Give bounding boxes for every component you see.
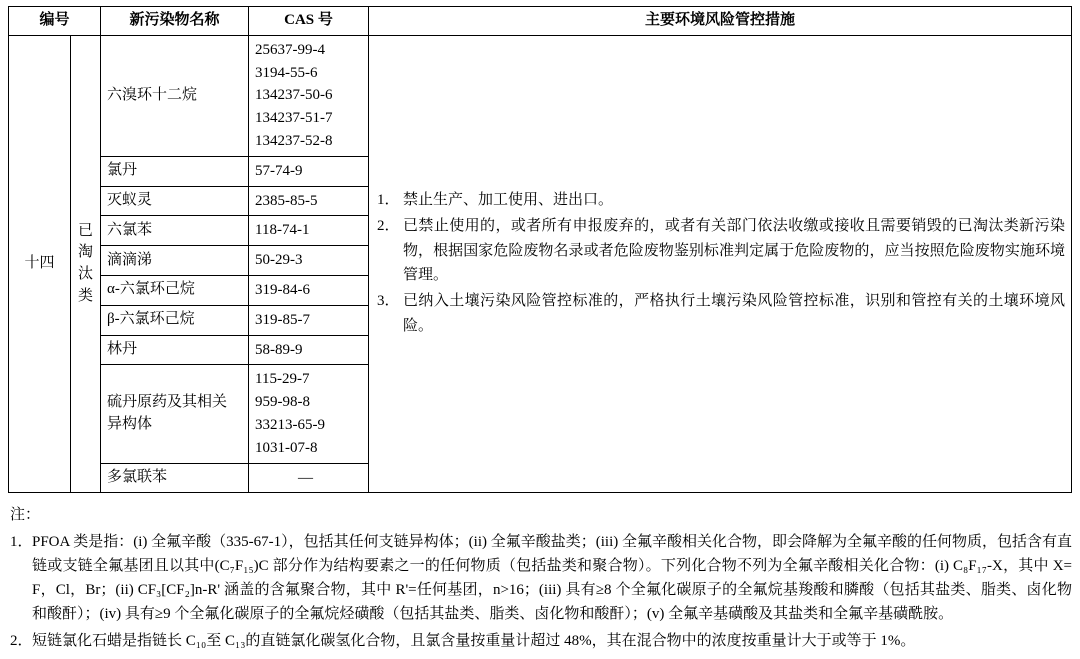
cas-line: 1031-07-8 [255,439,318,456]
substance-cas [249,463,369,493]
measure-text: 已禁止使用的，或者所有申报废弃的，或者有关部门依法收缴或接收且需要销毁的已淘汰类新污染物，根据国家危险废物名录或者危险废物鉴别标准判定属于危险废物的，应当按照危险废物实施环境管理。 [403,218,1065,284]
cas-line: 115-29-7 [255,371,310,388]
substance-name-line: 硫丹原药及其相关 [107,394,228,411]
table-row [9,35,1072,156]
cas-line: 50-29-3 [255,252,303,269]
substance-name-line: 六氯苯 [107,221,153,238]
substance-cas [249,186,369,216]
substance-name [101,463,249,493]
measure-item [375,188,1065,212]
note-item [8,530,1072,627]
substance-name [101,275,249,305]
substance-name [101,305,249,335]
substance-name [101,186,249,216]
substance-name [101,156,249,186]
table-header-row [9,7,1072,36]
cas-line: 319-85-7 [255,311,311,328]
measure-number: 1． [377,192,400,209]
substance-name-line: 多氯联苯 [107,469,168,486]
substance-name-line: α-六氯环己烷 [107,281,195,298]
table-body [9,35,1072,493]
category-char: 汰 [78,266,94,283]
measures-list [375,188,1065,338]
note-text: 短链氯化石蜡是指链长 C₁₀至 C₁₃的直链氯化碳氢化合物，且氯含量按重量计超过 48%，其在混合物中的浓度按重量计大于或等于 1%。 [32,632,916,649]
row-number: 十四 [9,35,71,493]
measure-text: 已纳入土壤污染风险管控标准的，严格执行土壤污染风险管控标准，识别和管控有关的土壤环境风险。 [403,293,1065,334]
category-char: 类 [78,287,94,304]
control-measures [369,35,1072,493]
substance-cas [249,246,369,276]
substance-name-line: 滴滴涕 [107,251,153,268]
cas-line: 57-74-9 [255,162,303,179]
header-cell-name: 新污染物名称 [101,7,249,36]
cas-line: 3194-55-6 [255,64,318,81]
notes-list [8,530,1072,653]
substance-name-line: 灭蚁灵 [107,192,153,209]
row-category [71,35,101,493]
substance-name-line: 氯丹 [107,162,138,179]
substance-cas [249,365,369,463]
substance-name-line: 六溴环十二烷 [107,86,198,103]
measure-item [375,289,1065,338]
substance-name [101,365,249,463]
substance-cas [249,305,369,335]
substance-cas [249,156,369,186]
note-item [8,629,1072,653]
note-number: 2． [10,632,33,649]
substance-cas [249,275,369,305]
cas-line: 134237-51-7 [255,110,333,127]
notes-title: 注： [10,507,41,524]
header-cell-measures: 主要环境风险管控措施 [369,7,1072,36]
substance-name [101,35,249,156]
substance-name [101,335,249,365]
substance-cas [249,335,369,365]
substance-name-line: 异构体 [107,415,153,432]
measure-item [375,214,1065,287]
cas-line: 134237-50-6 [255,87,333,104]
measure-number: 2． [377,218,400,235]
note-number: 1． [10,533,33,550]
note-text: PFOA 类是指：(i) 全氟辛酸（335-67-1），包括其任何支链异构体；(ii) 全氟辛酸盐类；(iii) 全氟辛酸相关化合物，即会降解为全氟辛酸的任何物质，包括含有直链或支链全氟基团且以其中(C₇F₁₅)C 部分作为结构要素之一的任何物质（包括盐类和聚合物）。下列化合物不列为全氟辛酸相关化合物：(i) C₈F₁₇-X，其中 X= F，Cl，Br；(ii) CF₃[CF₂]n-R' 涵盖的含氟聚合物，其中 R'=任何基团，n>16；(iii) 具有≥8 个全氟化碳原子的全氟烷基羧酸和膦酸（包括其盐类、脂类、卤化物和酸酐）；(iv) 具有≥9 个全氟化碳原子的全氟烷烃磺酸（包括其盐类、脂类、卤化物和酸酐）；(v) 全氟辛基磺酸及其盐类和全氟辛基磺酰胺。 [32,533,1072,623]
cas-line: — [298,469,314,486]
table-header [9,7,1072,36]
substance-name-line: β-六氯环己烷 [107,311,195,328]
cas-line: 25637-99-4 [255,41,326,58]
substance-name [101,216,249,246]
notes-section [8,503,1072,653]
substance-name-line: 林丹 [107,341,138,358]
substance-cas [249,216,369,246]
substance-name [101,246,249,276]
measure-number: 3． [377,293,400,310]
cas-line: 319-84-6 [255,281,311,298]
category-char: 淘 [78,244,94,261]
cas-line: 959-98-8 [255,394,311,411]
header-cell-no: 编号 [9,7,101,36]
cas-line: 2385-85-5 [255,192,318,209]
measure-text: 禁止生产、加工使用、进出口。 [403,192,614,209]
substance-cas [249,35,369,156]
cas-line: 118-74-1 [255,222,310,239]
header-cell-cas: CAS 号 [249,7,369,36]
pollutant-control-table [8,6,1072,493]
cas-line: 33213-65-9 [255,416,326,433]
category-char: 已 [78,222,94,239]
cas-line: 134237-52-8 [255,132,333,149]
cas-line: 58-89-9 [255,341,303,358]
